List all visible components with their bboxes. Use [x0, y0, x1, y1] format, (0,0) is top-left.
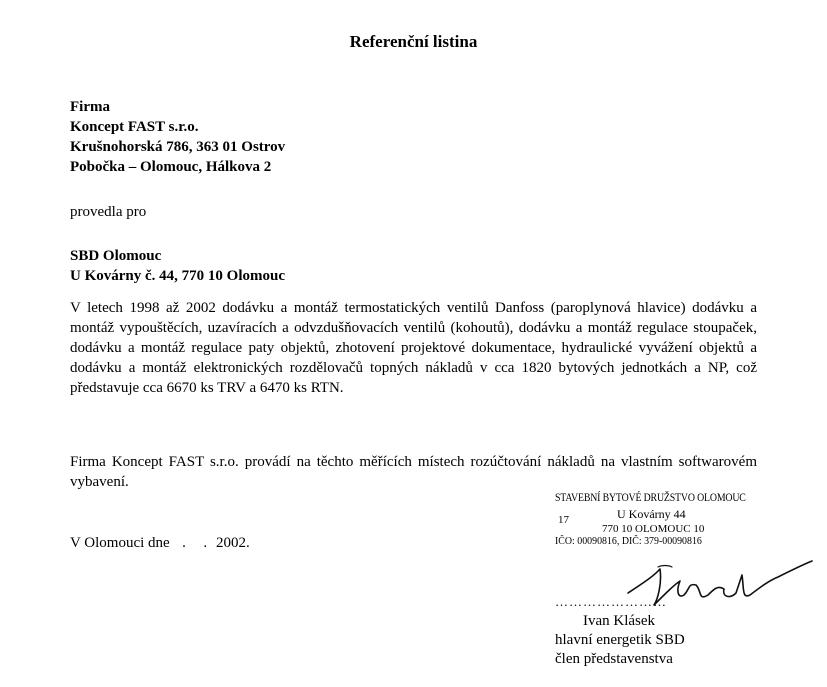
performed-for-text: provedla pro — [70, 204, 147, 220]
contractor-label: Firma — [70, 99, 110, 115]
signer-block — [555, 612, 685, 669]
contractor-address: Krušnohorská 786, 363 01 Ostrov — [70, 139, 286, 155]
date-line — [70, 533, 250, 553]
contractor-name: Koncept FAST s.r.o. — [70, 119, 199, 135]
date-day-separator: . — [182, 535, 186, 551]
date-prefix: V Olomouci dne — [70, 535, 170, 551]
work-description-paragraph: V letech 1998 až 2002 dodávku a montáž termostatických ventilů Danfoss (paroplynová hlavice) dodávku a montáž vypouštěcích, uzavíracích a odvzdušňovacích ventilů (kohoutů), dodávku a montáž regulace stoupaček, dodávku a montáž regulace paty objektů, zhotovení projektové dokumentace, hydraulické vyvážení objektů a dodávku a montáž elektronických rozdělovačů topných nákladů v cca 1820 bytových jednotkách a NP, což představuje cca 6670 ks TRV a 6470 ks RTN. — [70, 300, 757, 396]
stamp-street: U Kovárny 44 — [617, 507, 686, 521]
signer-position: člen představenstva — [555, 651, 673, 667]
billing-paragraph: Firma Koncept FAST s.r.o. provádí na těchto měřících místech rozúčtování nákladů na vlastním softwarovém vybavení. — [70, 454, 757, 490]
stamp-name: STAVEBNÍ BYTOVÉ DRUŽSTVO OLOMOUC — [555, 490, 746, 504]
document-title: Referenční listina — [349, 32, 478, 51]
signature-line: …………………… — [555, 594, 667, 609]
signer-role: hlavní energetik SBD — [555, 632, 685, 648]
stamp-ids: IČO: 00090816, DIČ: 379-00090816 — [555, 535, 702, 547]
contractor-branch: Pobočka – Olomouc, Hálkova 2 — [70, 159, 272, 175]
client-block — [70, 246, 285, 286]
stamp-city: 770 10 OLOMOUC 10 — [602, 523, 705, 535]
stamp-number: 17 — [558, 514, 569, 526]
contractor-block — [70, 97, 285, 177]
client-address: U Kovárny č. 44, 770 10 Olomouc — [70, 268, 285, 284]
client-name: SBD Olomouc — [70, 248, 162, 264]
signer-name: Ivan Klásek — [583, 613, 656, 629]
date-year: 2002. — [215, 535, 250, 551]
date-month-separator: . — [203, 535, 208, 551]
